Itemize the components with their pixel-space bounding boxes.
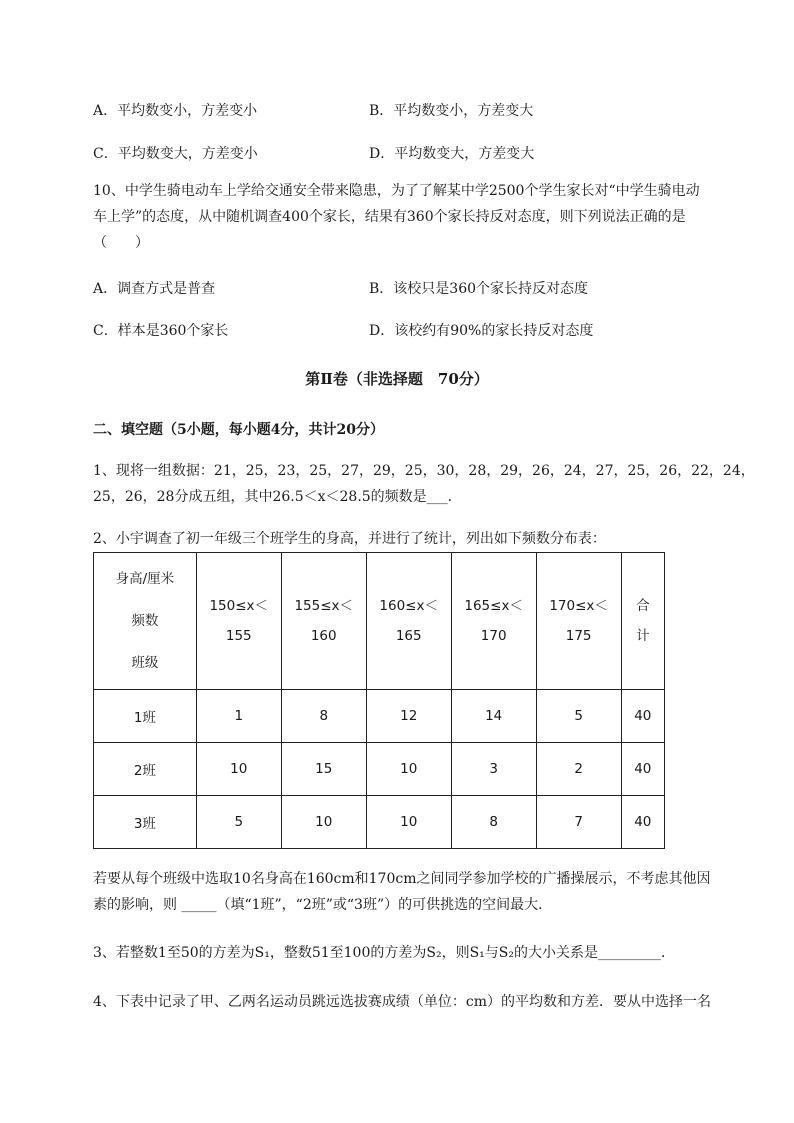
q9-option-d: D．平均数变大，方差变大 (369, 146, 535, 162)
value-cell: 15 (281, 743, 366, 796)
q10-stem (93, 178, 700, 256)
fill-question-4: 4、下表中记录了甲、乙两名运动员跳远选拔赛成绩（单位：cm）的平均数和方差．要从中选择一名 (93, 994, 712, 1010)
total-cell: 40 (621, 796, 664, 849)
value-cell: 5 (196, 796, 281, 849)
q10-option-a: A．调查方式是普查 (93, 281, 216, 297)
value-cell: 10 (281, 796, 366, 849)
table-row (94, 796, 665, 849)
header-label-class: 班级 (131, 655, 159, 671)
table-row (94, 743, 665, 796)
table-row (94, 690, 665, 743)
range-2-bottom: 160 (310, 628, 337, 644)
q10-line-2: 车上学”的态度，从中随机调查400个家长，结果有360个家长持反对态度，则下列说法正确的是 (93, 209, 686, 225)
q10-line-1: 10、中学生骑电动车上学给交通安全带来隐患，为了了解某中学2500个学生家长对“中学生骑电动 (93, 183, 700, 199)
value-cell: 2 (536, 743, 621, 796)
range-1-bottom: 155 (225, 628, 252, 644)
q9-option-b: B．平均数变小，方差变大 (369, 103, 534, 119)
fill-question-3: 3、若整数1至50的方差为S₁，整数51至100的方差为S₂，则S₁与S₂的大小关系是_________． (93, 945, 675, 961)
q9-option-a: A．平均数变小，方差变小 (93, 103, 258, 119)
range-header-4 (451, 553, 536, 690)
fill2-followup (93, 866, 711, 918)
range-3-top: 160≤x＜ (379, 598, 438, 614)
value-cell: 3 (451, 743, 536, 796)
q10-option-c: C．样本是360个家长 (93, 323, 229, 339)
range-header-2 (281, 553, 366, 690)
value-cell: 10 (366, 743, 451, 796)
part-2-title: 第Ⅱ卷（非选择题 70分） (305, 370, 489, 388)
class-cell: 2班 (94, 743, 197, 796)
q9-option-c: C．平均数变大，方差变小 (93, 146, 258, 162)
q10-option-b: B．该校只是360个家长持反对态度 (369, 281, 589, 297)
range-header-1 (196, 553, 281, 690)
class-cell: 3班 (94, 796, 197, 849)
fill1-line-2: 25，26，28分成五组，其中26.5＜x＜28.5的频数是___． (93, 489, 462, 505)
total-header-bottom: 计 (636, 628, 650, 644)
value-cell: 12 (366, 690, 451, 743)
range-5-bottom: 175 (565, 628, 592, 644)
range-5-top: 170≤x＜ (549, 598, 608, 614)
value-cell: 7 (536, 796, 621, 849)
range-1-top: 150≤x＜ (209, 598, 269, 614)
fill2-intro: 2、小宇调查了初一年级三个班学生的身高，并进行了统计，列出如下频数分布表： (93, 531, 606, 547)
header-label-height: 身高/厘米 (115, 571, 175, 587)
fill2-followup-line-2: 素的影响，则 _____（填“1班”，“2班”或“3班”）的可供挑选的空间最大． (93, 897, 553, 913)
range-4-top: 165≤x＜ (464, 598, 523, 614)
total-cell: 40 (621, 690, 664, 743)
class-cell: 1班 (94, 690, 197, 743)
value-cell: 1 (196, 690, 281, 743)
range-3-bottom: 165 (395, 628, 422, 644)
range-4-bottom: 170 (480, 628, 507, 644)
section-2-heading: 二、填空题（5小题，每小题4分，共计20分） (93, 422, 384, 438)
frequency-table (93, 552, 665, 849)
range-header-3 (366, 553, 451, 690)
value-cell: 8 (451, 796, 536, 849)
total-header-top: 合 (636, 598, 650, 614)
value-cell: 14 (451, 690, 536, 743)
table-header-row (94, 553, 665, 690)
value-cell: 8 (281, 690, 366, 743)
total-cell: 40 (621, 743, 664, 796)
value-cell: 5 (536, 690, 621, 743)
fill-question-1 (93, 458, 755, 510)
q10-line-3: （ ） (93, 235, 149, 251)
value-cell: 10 (196, 743, 281, 796)
q10-option-d: D．该校约有90%的家长持反对态度 (369, 323, 594, 339)
header-label-freq: 频数 (131, 613, 159, 629)
fill2-followup-line-1: 若要从每个班级中选取10名身高在160cm和170cm之间同学参加学校的广播操展示，不考虑其他因 (93, 871, 711, 887)
range-header-5 (536, 553, 621, 690)
range-2-top: 155≤x＜ (294, 598, 354, 614)
value-cell: 10 (366, 796, 451, 849)
total-header (621, 553, 664, 690)
header-label-cell (94, 553, 197, 690)
fill1-line-1: 1、现将一组数据：21，25，23，25，27，29，25，30，28，29，26，24，27，25，26，22，24， (93, 463, 755, 479)
